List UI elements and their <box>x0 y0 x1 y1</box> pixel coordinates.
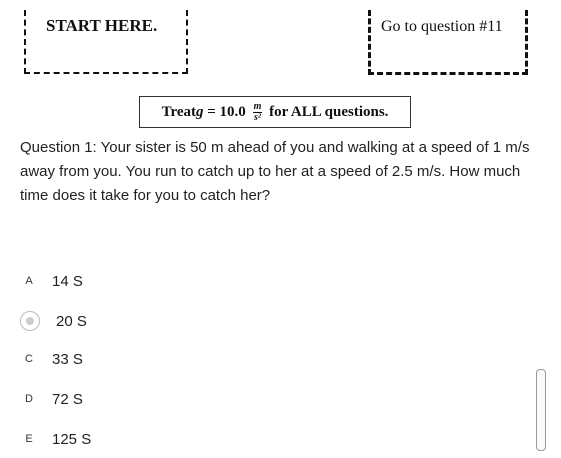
gravity-note <box>139 96 411 128</box>
goto-question-box[interactable] <box>368 10 528 75</box>
scrollbar[interactable] <box>536 369 546 451</box>
start-here-box[interactable] <box>24 10 188 74</box>
choice-a[interactable] <box>22 270 83 292</box>
note-unit-den: s² <box>254 111 261 123</box>
choice-text: 72 S <box>52 390 83 408</box>
goto-question-label: Go to question #11 <box>381 18 503 35</box>
choice-letter: C <box>25 353 33 365</box>
note-var: g <box>196 103 204 120</box>
choice-d[interactable] <box>22 388 83 410</box>
choice-c[interactable] <box>22 348 83 370</box>
choice-letter: D <box>25 393 33 405</box>
choice-text: 20 S <box>56 312 87 330</box>
choice-selected-radio[interactable] <box>20 311 40 331</box>
choice-e[interactable] <box>22 428 91 450</box>
start-here-label: START HERE. <box>46 16 158 35</box>
choice-text: 33 S <box>52 350 83 368</box>
choice-text: 125 S <box>52 430 92 448</box>
choice-text: 14 S <box>52 272 83 290</box>
question-text: Question 1: Your sister is 50 m ahead of you and walking at a speed of 1 m/s away from you. You run to catch up to her at a speed of 2.5 m/s. How much time does it take for you to catch her? <box>20 139 530 204</box>
note-prefix: Treat <box>161 103 196 120</box>
note-unit-num: m <box>253 100 262 112</box>
note-suffix: for ALL questions. <box>265 103 389 120</box>
choice-letter: E <box>25 433 33 445</box>
radio-dot-icon <box>26 317 34 325</box>
note-unit-fraction <box>253 102 263 123</box>
note-eq: = 10.0 <box>203 103 250 120</box>
choice-letter: A <box>25 275 33 287</box>
choice-b[interactable] <box>22 310 87 332</box>
